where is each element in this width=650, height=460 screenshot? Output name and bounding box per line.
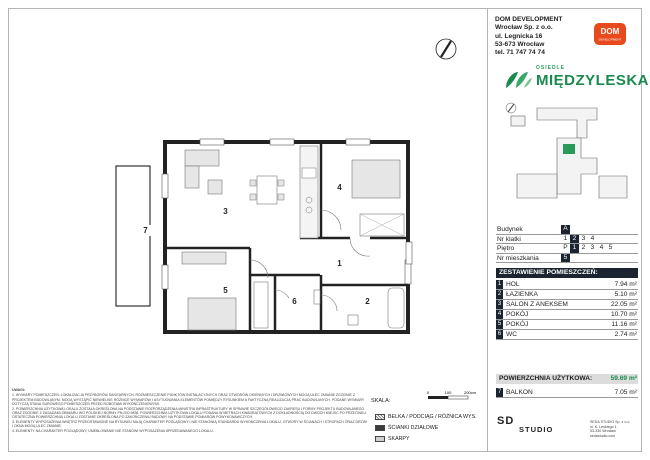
chair (278, 180, 284, 186)
room-number: 5 (497, 321, 502, 327)
plan-label-3: 3 (220, 206, 231, 217)
floor-value: 4 (599, 244, 604, 251)
window (270, 139, 294, 145)
legend-swatch (375, 436, 385, 442)
room-row (496, 300, 638, 310)
door (321, 295, 337, 311)
apartment-row (496, 254, 638, 264)
legend-item (375, 423, 493, 433)
room-area: 5.10 m² (614, 291, 637, 298)
north-arrow-icon (434, 37, 458, 61)
highlighted-building (563, 144, 575, 154)
balcony-area (116, 166, 150, 306)
developer-street: ul. Legnicka 16 (495, 32, 543, 40)
scale-label: SKALA: (371, 398, 391, 404)
desk (182, 252, 226, 264)
room-area: 22.05 m² (610, 301, 637, 308)
floor-value: 1 (570, 244, 579, 253)
room-row (496, 320, 638, 330)
plan-label-4: 4 (334, 182, 345, 193)
floor-value: 2 (581, 244, 586, 251)
stair-value: 2 (570, 235, 579, 244)
scale-tick: 0 (426, 390, 430, 395)
stair-row (496, 235, 638, 245)
plan-label-5: 5 (220, 285, 231, 296)
sofa (185, 166, 199, 188)
scale-tick: 200cm (463, 390, 477, 395)
sink (302, 168, 316, 178)
scale-tick: 100 (444, 390, 452, 395)
room-area: 11.16 m² (611, 321, 637, 328)
room-number: 2 (497, 291, 502, 297)
balcony-area: 7.05 m² (614, 389, 637, 396)
window (162, 265, 168, 289)
usable-area-value: 59.69 m² (610, 375, 637, 382)
balcony-name: BALKON (506, 389, 533, 396)
developer-company: Wrocław Sp. z o.o. (495, 24, 553, 32)
floor-value: P (563, 244, 568, 251)
legend-label: ŚCIANKI DZIAŁOWE (388, 425, 439, 431)
room-area: 10.70 m² (610, 311, 637, 318)
room-name: SALON Z ANEKSEM (506, 301, 568, 308)
floor-row (496, 244, 638, 254)
legend-item (375, 412, 493, 422)
legend-label: BELKA / PODCIĄG / RÓŻNICA WYS. (388, 414, 477, 420)
building-label: Budynek (497, 226, 523, 233)
notes-heading: UWAGI: (12, 388, 26, 392)
dom-development-logo (593, 22, 627, 46)
window (200, 139, 224, 145)
developer-city: 53-673 Wrocław (495, 40, 545, 48)
studio-logo-text: STUDIO (519, 425, 554, 434)
notes (12, 388, 368, 433)
stair-value: 3 (581, 234, 586, 242)
room-name: POKÓJ (506, 311, 529, 318)
apartment-value: 5 (561, 254, 570, 263)
chair (250, 180, 256, 186)
developer-phone: tel. 71 747 74 74 (495, 49, 545, 57)
site-map (497, 98, 637, 218)
room-number: 4 (497, 311, 502, 317)
note-line: 4. ELEMENTY NA CHARAKTER POGLĄDOWY, UMEBLOWANIE NIE STANOWI WYPOSAŻENIA SPRZEDAWANEGO LOKALU. (12, 428, 214, 433)
floor-value: 3 (590, 244, 595, 251)
door (321, 210, 341, 230)
studio-info-line: sedastudio.com (590, 433, 616, 438)
room-row (496, 330, 638, 340)
stair-value: 4 (590, 234, 595, 242)
balcony-row (496, 388, 638, 398)
legend-swatch (375, 414, 385, 420)
floor-label: Piętro (497, 245, 515, 252)
studio-info-line: SEDA STUDIO Sp. z o.o. (590, 420, 631, 424)
floor-value: 5 (608, 244, 613, 251)
studio-logo (497, 416, 557, 442)
legend-item (375, 434, 493, 444)
studio-info-line: ul. K. Leskiego 1 (590, 424, 617, 429)
plan-label-6: 6 (289, 296, 300, 307)
chair (278, 194, 284, 200)
room-area: 2.74 m² (614, 331, 637, 338)
room-number: 6 (497, 331, 502, 337)
stair-label: Nr klatki (497, 235, 521, 243)
room-row (496, 280, 638, 290)
building-value: A (561, 225, 570, 234)
door (350, 238, 370, 256)
bathtub (388, 288, 404, 328)
room-number: 1 (497, 281, 502, 287)
plan-label-7: 7 (140, 225, 151, 236)
estate-prefix: OSIEDLE (536, 65, 565, 71)
room-number: 3 (497, 301, 502, 307)
balcony-number: 7 (497, 389, 502, 395)
studio-info-line: 53-330 Wrocław (590, 429, 616, 434)
entrance-door (406, 242, 412, 264)
room-name: HOL (506, 281, 520, 288)
note-line: 3. ELEMENTY WYPOSAŻENIA WNĘTRZ PRZEDSTAWIONE NA RYSUNKU MAJĄ CHARAKTER POGLĄDOWY I NIE STANOWIĄ STANDARDU WYKOŃCZENIA LOKALU. OTWORY W ŚCIANACH I STROPACH ORAZ DRZWI I OKNA MOGĄ ULEC ZMIANIE. (12, 419, 367, 429)
plan-label-1: 1 (334, 258, 345, 269)
bed (188, 298, 236, 330)
note-line: 1. WYMIARY POMIESZCZEŃ, LOKALIZACJA PRZYBORÓW SANITARNYCH, ROZMIESZCZENIE PUNKTÓW INSTALACYJNYCH ORAZ OTWORÓW OKIENNYCH I DRZWIOWYCH MOGĄ ULEC ZMIANIE ZGODNIE Z PROJEKTEM BUDOWLANYM. MOGĄ WYSTĄPIĆ NIEWIELKIE RÓŻNICE WYMIARÓW I USYTUOWANIA ELEMENTÓW POMIĘDZY RYSUNKIEM A FAKTYCZNĄ REALIZACJĄ PRAC BUDOWLANYCH. PODANE WYMIARY DOTYCZĄ STANU SUROWEGO POMIESZCZEŃ PRZED ROBOTAMI WYKOŃCZENIOWYMI. (12, 393, 365, 407)
armchair (208, 180, 222, 194)
kitchen-counter (300, 146, 318, 238)
window (162, 174, 168, 198)
floor-plan (90, 110, 450, 370)
stair-value: 1 (563, 234, 568, 242)
building-row (496, 225, 638, 235)
svg-text:DEVELOPMENT: DEVELOPMENT (598, 37, 622, 42)
window (346, 139, 370, 145)
svg-text:DOM: DOM (600, 27, 620, 36)
sofa (185, 150, 219, 166)
bed (352, 160, 400, 198)
apartment-info (496, 225, 638, 263)
room-name: WC (506, 331, 517, 338)
room-area: 7.94 m² (614, 281, 637, 288)
room-row (496, 290, 638, 300)
dining-table (257, 176, 277, 204)
legend (375, 412, 493, 445)
wardrobe (254, 282, 268, 328)
room-name: POKÓJ (506, 321, 529, 328)
chair (250, 194, 256, 200)
plan-label-2: 2 (362, 296, 373, 307)
room-name: ŁAZIENKA (506, 291, 538, 298)
room-row (496, 310, 638, 320)
apartment-label: Nr mieszkania (497, 254, 539, 262)
washbasin (348, 315, 358, 325)
estate-leaf-icon (504, 70, 534, 90)
note-line: 2. POWIERZCHNIA UŻYTKOWA LOKALU ZOSTAŁA OKREŚLONA NA PODSTAWIE ROZPORZĄDZENIA MINISTRA INFRASTRUKTURY W SPRAWIE SZCZEGÓŁOWEGO ZAKRESU I FORMY PROJEKTU BUDOWLANEGO ORAZ ZGODNIE Z ZASADAMI OBMIARU WG POLSKIEJ NORMY PN-ISO 9836. POWIERZCHNIA UŻYTKOWA LOKALU PODANA W METRACH KWADRATOWYCH Z DOKŁADNOŚCIĄ DO DWÓCH MIEJSC PO PRZECINKU. OSTATECZNA POWIERZCHNIA LOKALU ZOSTANIE OKREŚLONA PO ZAKOŃCZENIU BUDOWY NA PODSTAWIE POMIARÓW POWYKONAWCZYCH. (12, 406, 367, 420)
studio-logo-mark: SD (497, 415, 515, 427)
estate-logo (496, 64, 650, 94)
legend-swatch (375, 425, 385, 431)
legend-label: SKARPY (388, 436, 410, 442)
estate-name: MIĘDZYLESKA (536, 72, 650, 89)
rooms-list (496, 280, 638, 340)
developer-name: DOM DEVELOPMENT (495, 16, 563, 23)
rooms-title: ZESTAWIENIE POMIESZCZEŃ: (496, 268, 638, 278)
usable-area (496, 374, 638, 384)
usable-area-label: POWIERZCHNIA UŻYTKOWA: (499, 375, 593, 382)
scale-bar (398, 386, 488, 406)
toilet (314, 290, 320, 304)
studio-info (590, 420, 638, 438)
